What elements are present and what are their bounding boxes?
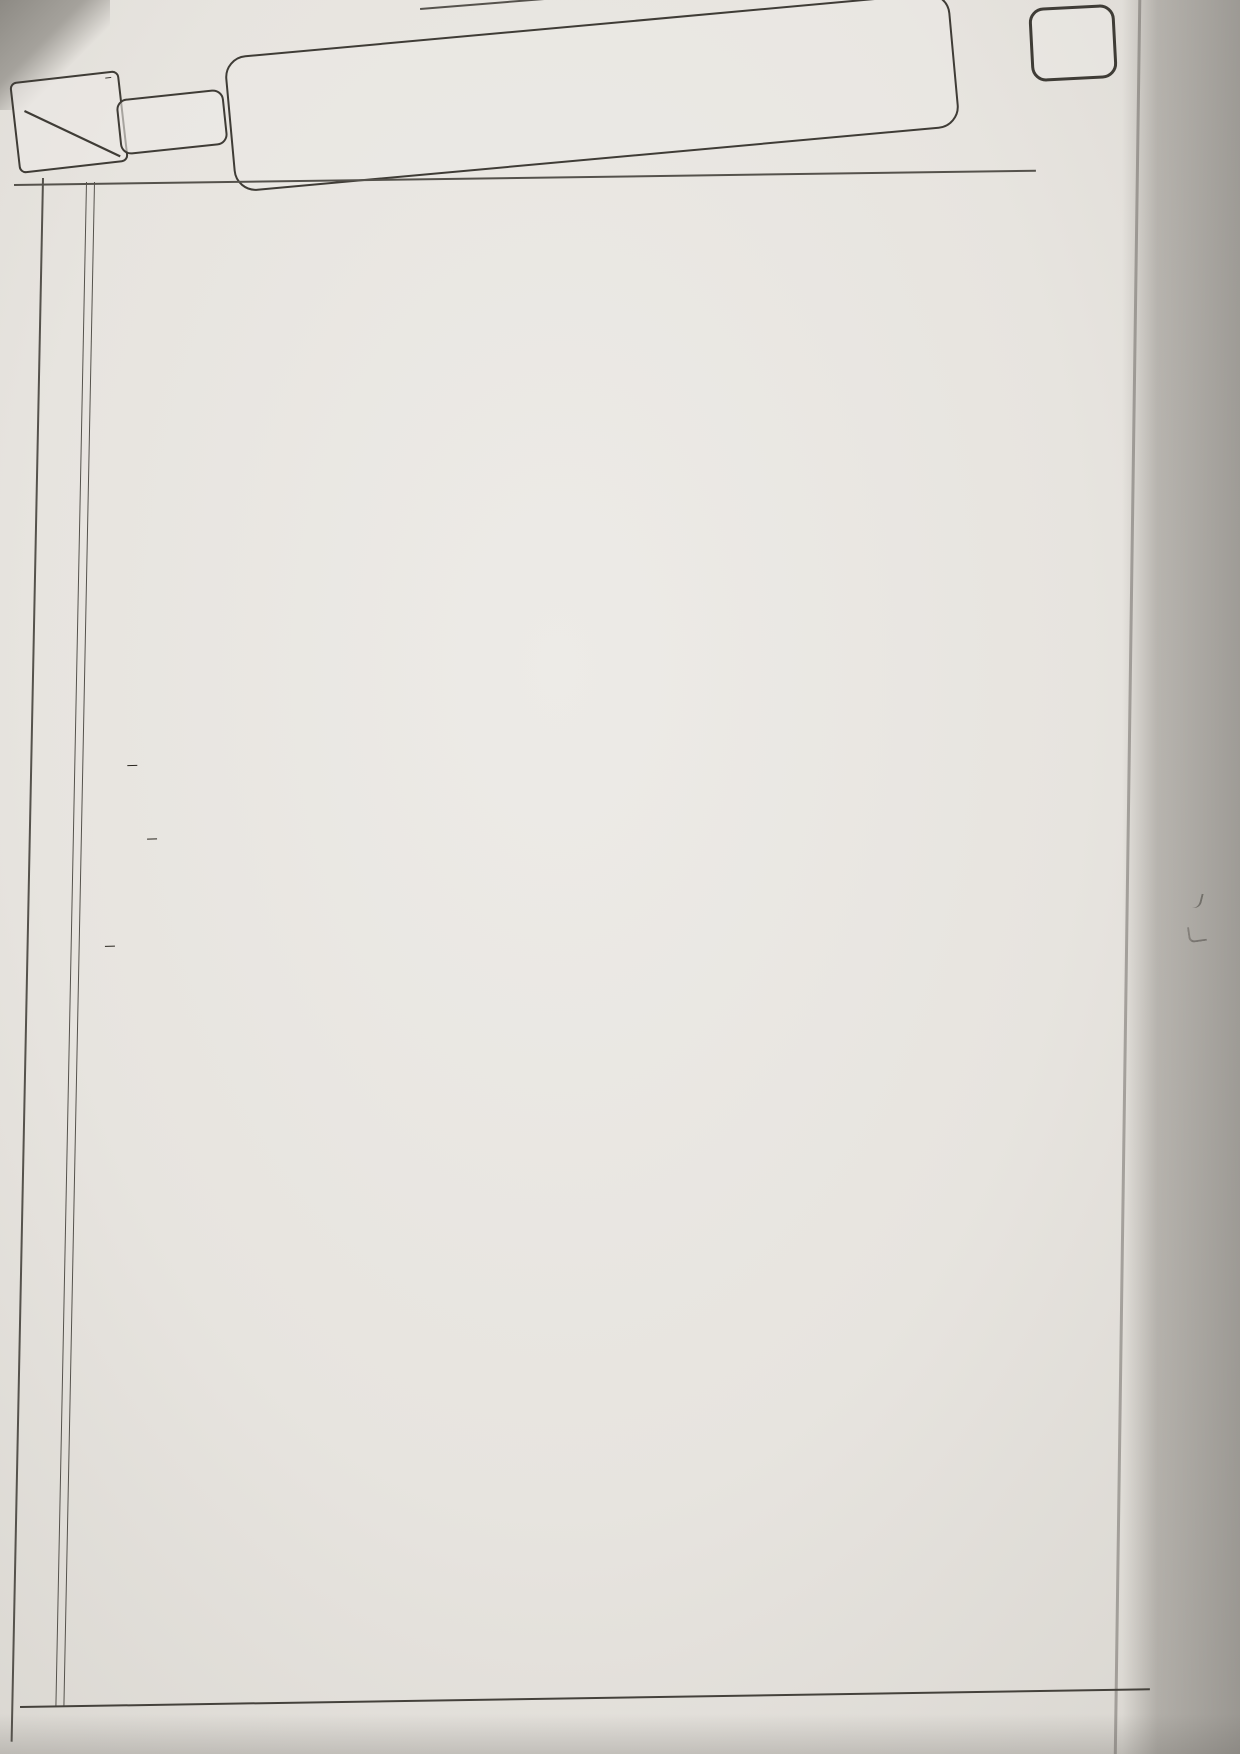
frame-bottom-line bbox=[20, 1688, 1150, 1708]
text-fragment bbox=[98, 908, 99, 933]
text-fragment bbox=[120, 801, 121, 826]
fraction-numerator bbox=[127, 765, 137, 766]
fraction bbox=[127, 765, 137, 766]
text-fragment bbox=[98, 668, 99, 693]
exam-header-banner bbox=[223, 0, 960, 193]
text-fragment bbox=[120, 727, 121, 752]
fraction bbox=[105, 946, 115, 947]
page-number-box bbox=[9, 70, 129, 174]
text-fragment bbox=[112, 668, 113, 693]
fraction-numerator bbox=[105, 946, 115, 947]
question-p2-3a bbox=[98, 907, 121, 947]
function-graph-svg bbox=[646, 1051, 1130, 1567]
text-fragment bbox=[120, 615, 121, 640]
big-paren-open bbox=[120, 722, 121, 769]
exam-code-box bbox=[115, 89, 228, 156]
question-p2-1c bbox=[98, 615, 135, 653]
question-p2-2b bbox=[98, 721, 143, 771]
fraction-numerator bbox=[147, 838, 157, 839]
question-p2-2a bbox=[98, 668, 113, 705]
question-p2-1b bbox=[98, 572, 120, 573]
corner-letter-box bbox=[1028, 4, 1118, 82]
marks-divider-line-2 bbox=[63, 182, 95, 1706]
big-paren-close bbox=[142, 722, 143, 769]
pen-mark bbox=[1187, 925, 1207, 943]
diagonal-line bbox=[11, 72, 126, 171]
text-fragment bbox=[162, 800, 163, 825]
frame-left-line bbox=[11, 178, 44, 1742]
text-fragment bbox=[120, 727, 121, 752]
fraction bbox=[147, 838, 157, 839]
question-p1-3b bbox=[98, 426, 120, 427]
function-graph bbox=[646, 1051, 1130, 1567]
photo-bottom-shadow bbox=[0, 1714, 1240, 1754]
question-p2-2c bbox=[98, 800, 163, 841]
photo-right-shadow bbox=[1122, 0, 1240, 1754]
question-p2-2c-line2 bbox=[98, 873, 128, 874]
marks-divider-line-1 bbox=[55, 182, 87, 1706]
text-fragment bbox=[134, 615, 135, 640]
frame-top-line bbox=[14, 170, 1036, 186]
